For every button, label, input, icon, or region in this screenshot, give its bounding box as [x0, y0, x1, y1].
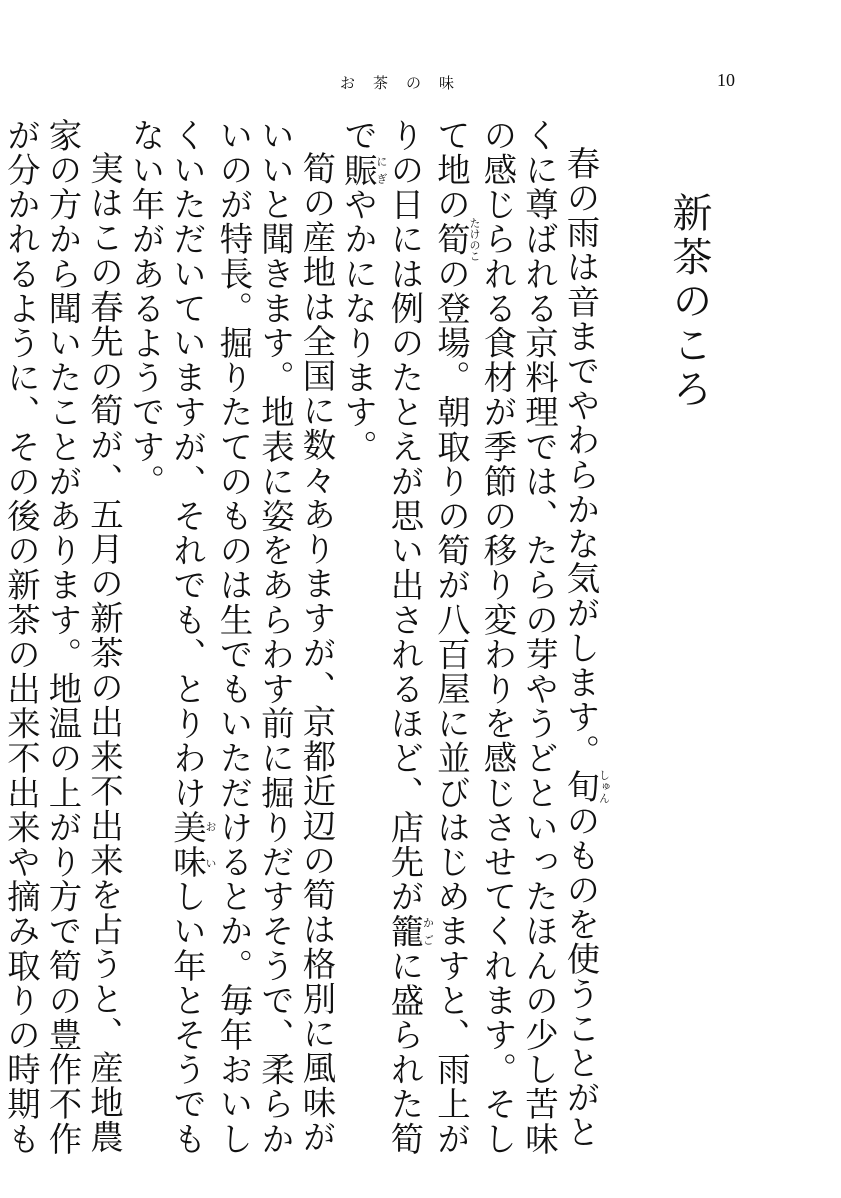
ruby-oi-reading: おい: [204, 810, 217, 880]
ruby-kago: [385, 913, 435, 949]
paragraph-2: [125, 118, 338, 1158]
p1-text-a: 春の雨は音までやわらかな気がします。: [561, 146, 601, 770]
ruby-nigi: [339, 152, 388, 188]
paragraph-3: 実はこの春先の筍が、五月の新茶の出来不出来を占うと、産地農家の方から聞いたことがあります。地温の上がり方で筍の豊作不作が分かれるように、その後の新茶の出来不出来や摘み取りの時期も: [2, 118, 124, 1156]
chapter-title: 新茶のころ: [666, 192, 712, 412]
paragraph-1: [338, 118, 611, 1158]
ruby-takenoko-base: 筍: [432, 217, 471, 262]
ruby-shun-base: 旬: [561, 769, 601, 804]
ruby-nigi-base: 賑: [339, 152, 378, 188]
ruby-kago-base: 籠: [385, 913, 425, 949]
p1-text-e: やかになります。: [339, 187, 378, 465]
p1-text-b: のものを使うことがとくに尊ばれる京料理では、たらの芽やうどといったほんの少し苦味の感じられる食材が季節の移り変わりを感じさせてくれます。そして地の: [432, 118, 601, 1156]
ruby-oi: [168, 810, 217, 880]
ruby-shun-reading: しゅん: [597, 769, 611, 804]
ruby-nigi-reading: にぎ: [375, 152, 388, 188]
ruby-oi-base: 美味: [168, 810, 207, 880]
body-text: [2, 118, 611, 1158]
p2-text-a: 筍の産地は全国に数々ありますが、京都近辺の筍は格別に風味がいいと聞きます。地表に姿をあらわす前に掘りだすそうで、柔らかいのが特長。掘りたてのものは生でもいただけるとか。毎年おいしくいただいていますが、それでも、とりわけ: [168, 118, 337, 1156]
p1-text-c: の登場。朝取りの筍が八百屋に並びはじめますと、雨上がりの日には例のたとえが思い出されるほど、店先が: [385, 118, 471, 1157]
p2-text-b: しい年とそうでもない年があるようです。: [126, 118, 207, 1157]
ruby-shun: [561, 769, 611, 804]
running-head-title: お茶の味: [340, 74, 473, 92]
p1-text-d: に盛られた筍で: [339, 118, 425, 1157]
ruby-takenoko-reading: たけのこ: [468, 217, 481, 262]
ruby-takenoko: [432, 217, 481, 262]
ruby-kago-reading: かご: [421, 913, 435, 949]
page-number: 10: [717, 70, 735, 90]
